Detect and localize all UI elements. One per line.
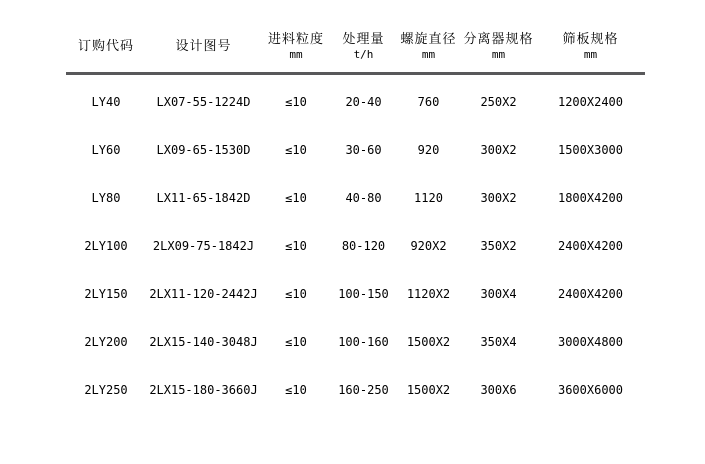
cell-order-code: LY80 [91, 191, 121, 205]
table-row [66, 126, 645, 174]
cell-order-code: LY60 [91, 143, 121, 157]
column-header-unit: t/h [353, 47, 374, 61]
cell-capacity: 100-160 [338, 335, 389, 349]
table-row [66, 366, 645, 414]
cell-feed-size: ≤10 [285, 143, 307, 157]
table-body [66, 75, 645, 414]
cell-capacity: 20-40 [345, 95, 382, 109]
cell-separator-spec: 300X2 [480, 191, 517, 205]
cell-separator-spec: 250X2 [480, 95, 517, 109]
cell-feed-size: ≤10 [285, 191, 307, 205]
cell-order-code: 2LY200 [84, 335, 128, 349]
cell-capacity: 100-150 [338, 287, 389, 301]
table-row [66, 222, 645, 270]
column-header-separator-spec [461, 20, 536, 72]
table-row [66, 318, 645, 366]
cell-spiral-diameter: 1500X2 [406, 335, 451, 349]
cell-capacity: 160-250 [338, 383, 389, 397]
cell-order-code: 2LY250 [84, 383, 128, 397]
cell-design-no: 2LX15-140-3048J [149, 335, 258, 349]
cell-capacity: 30-60 [345, 143, 382, 157]
cell-capacity: 80-120 [341, 239, 386, 253]
column-header-unit: mm [421, 47, 436, 61]
column-header-unit: mm [491, 47, 506, 61]
cell-separator-spec: 300X2 [480, 143, 517, 157]
cell-feed-size: ≤10 [285, 287, 307, 301]
cell-spiral-diameter: 1120 [414, 191, 443, 205]
cell-feed-size: ≤10 [285, 239, 307, 253]
cell-screen-spec: 2400X4200 [557, 239, 624, 253]
cell-separator-spec: 300X6 [480, 383, 517, 397]
cell-screen-spec: 1500X3000 [557, 143, 624, 157]
cell-feed-size: ≤10 [285, 95, 307, 109]
cell-screen-spec: 3600X6000 [557, 383, 624, 397]
column-header-feed-size [261, 20, 331, 72]
column-header-capacity [331, 20, 396, 72]
cell-spiral-diameter: 920X2 [410, 239, 447, 253]
cell-design-no: 2LX09-75-1842J [152, 239, 255, 253]
column-header-label: 订购代码 [77, 38, 134, 54]
cell-separator-spec: 350X4 [480, 335, 517, 349]
spec-table [66, 20, 645, 414]
cell-design-no: 2LX11-120-2442J [149, 287, 258, 301]
column-header-unit: mm [583, 47, 598, 61]
cell-design-no: LX11-65-1842D [156, 191, 251, 205]
cell-spiral-diameter: 920 [417, 143, 440, 157]
cell-capacity: 40-80 [345, 191, 382, 205]
cell-screen-spec: 3000X4800 [557, 335, 624, 349]
cell-design-no: LX07-55-1224D [156, 95, 251, 109]
cell-order-code: 2LY100 [84, 239, 128, 253]
cell-screen-spec: 2400X4200 [557, 287, 624, 301]
column-header-label: 设计图号 [175, 38, 232, 54]
column-header-label: 处理量 [342, 31, 385, 47]
column-header-label: 螺旋直径 [400, 31, 457, 47]
column-header-label: 分离器规格 [463, 31, 534, 47]
column-header-spiral-diameter [396, 20, 461, 72]
column-header-unit: mm [289, 47, 303, 61]
cell-feed-size: ≤10 [285, 383, 307, 397]
cell-screen-spec: 1200X2400 [557, 95, 624, 109]
cell-spiral-diameter: 1500X2 [406, 383, 451, 397]
cell-separator-spec: 350X2 [480, 239, 517, 253]
cell-design-no: 2LX15-180-3660J [149, 383, 258, 397]
column-header-order-code [66, 20, 146, 72]
column-header-design-no [146, 20, 261, 72]
cell-feed-size: ≤10 [285, 335, 307, 349]
table-header-row [66, 20, 645, 75]
cell-spiral-diameter: 1120X2 [406, 287, 451, 301]
cell-order-code: LY40 [91, 95, 121, 109]
cell-separator-spec: 300X4 [480, 287, 517, 301]
cell-order-code: 2LY150 [84, 287, 128, 301]
cell-screen-spec: 1800X4200 [557, 191, 624, 205]
column-header-screen-spec [536, 20, 645, 72]
column-header-label: 筛板规格 [562, 31, 619, 47]
cell-spiral-diameter: 760 [417, 95, 440, 109]
table-row [66, 270, 645, 318]
cell-design-no: LX09-65-1530D [156, 143, 251, 157]
table-row [66, 174, 645, 222]
column-header-label: 进料粒度 [267, 31, 324, 47]
table-row [66, 78, 645, 126]
